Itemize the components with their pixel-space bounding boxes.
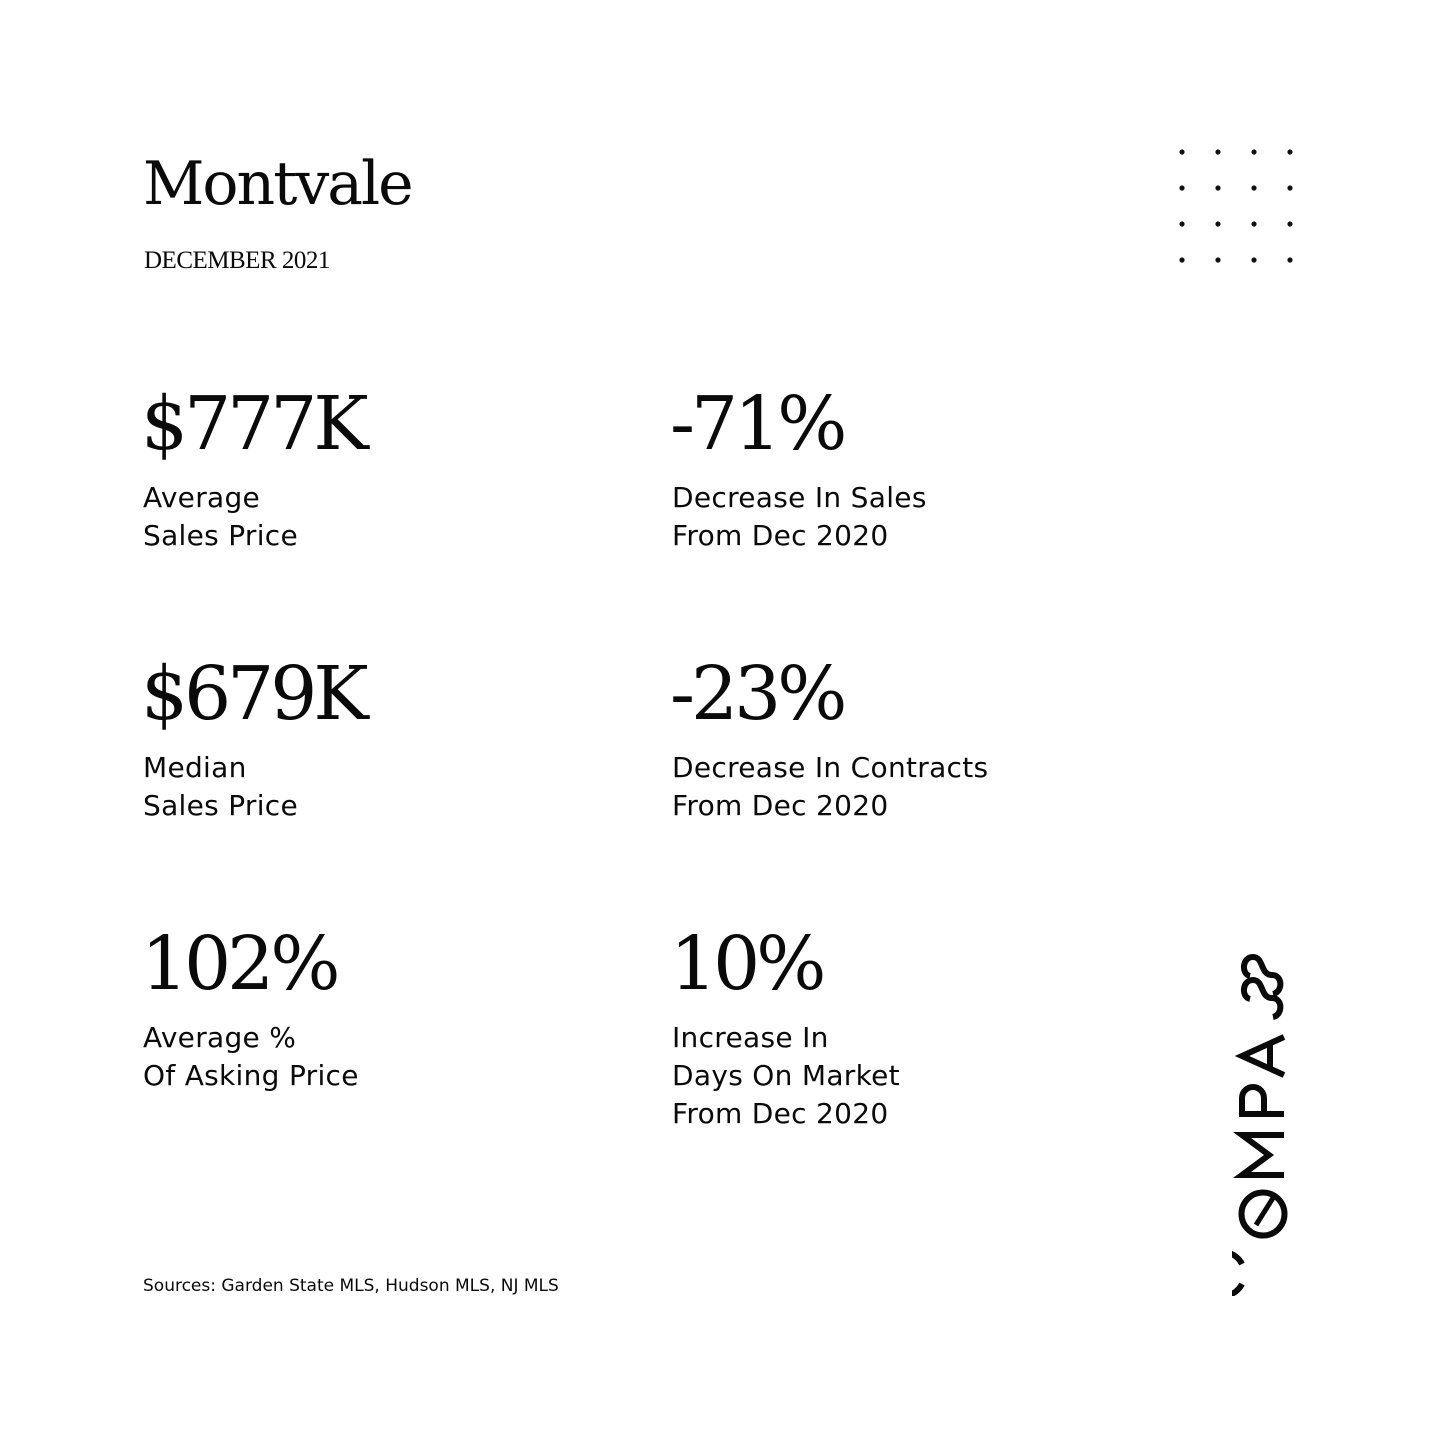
stat-label-line: Median: [143, 751, 247, 784]
stat-label: [672, 479, 927, 555]
dot-grid-icon: [1170, 140, 1302, 272]
stat-value: -71%: [670, 381, 844, 467]
stat-label: [143, 1019, 359, 1095]
stat-value: $777K: [141, 381, 365, 467]
stat-value: $679K: [141, 651, 365, 737]
compass-logo: [1232, 952, 1294, 1296]
stat-label: [143, 479, 365, 555]
stat-label-line: Sales Price: [143, 519, 299, 552]
stat-value: -23%: [670, 651, 844, 737]
stat-percent-of-asking: [143, 920, 359, 1095]
stat-contracts-change: [672, 650, 988, 825]
report-date: DECEMBER 2021: [144, 247, 330, 274]
stat-label: [672, 749, 988, 825]
stat-median-sales-price: [143, 650, 365, 825]
page-title: Montvale: [143, 149, 412, 219]
stat-label-line: Days On Market: [672, 1059, 900, 1092]
stat-value: 10%: [670, 921, 823, 1007]
stat-label-line: Decrease In Sales: [672, 481, 927, 514]
stat-label-line: Average: [143, 481, 261, 514]
stat-label-line: Increase In: [672, 1021, 829, 1054]
stat-average-sales-price: [143, 380, 365, 555]
stat-label-line: From Dec 2020: [672, 519, 889, 552]
stat-label-line: Average %: [143, 1021, 297, 1054]
stat-value: 102%: [141, 921, 337, 1007]
stat-label-line: Of Asking Price: [143, 1059, 359, 1092]
stat-label-line: Decrease In Contracts: [672, 751, 989, 784]
sources-note: Sources: Garden State MLS, Hudson MLS, NJ MLS: [143, 1276, 559, 1296]
stat-label-line: From Dec 2020: [672, 1097, 889, 1130]
stat-label: [143, 749, 365, 825]
stat-days-on-market-change: [672, 920, 900, 1133]
stat-label-line: Sales Price: [143, 789, 299, 822]
stat-label-line: From Dec 2020: [672, 789, 889, 822]
stat-sales-change: [672, 380, 927, 555]
stat-label: [672, 1019, 900, 1133]
